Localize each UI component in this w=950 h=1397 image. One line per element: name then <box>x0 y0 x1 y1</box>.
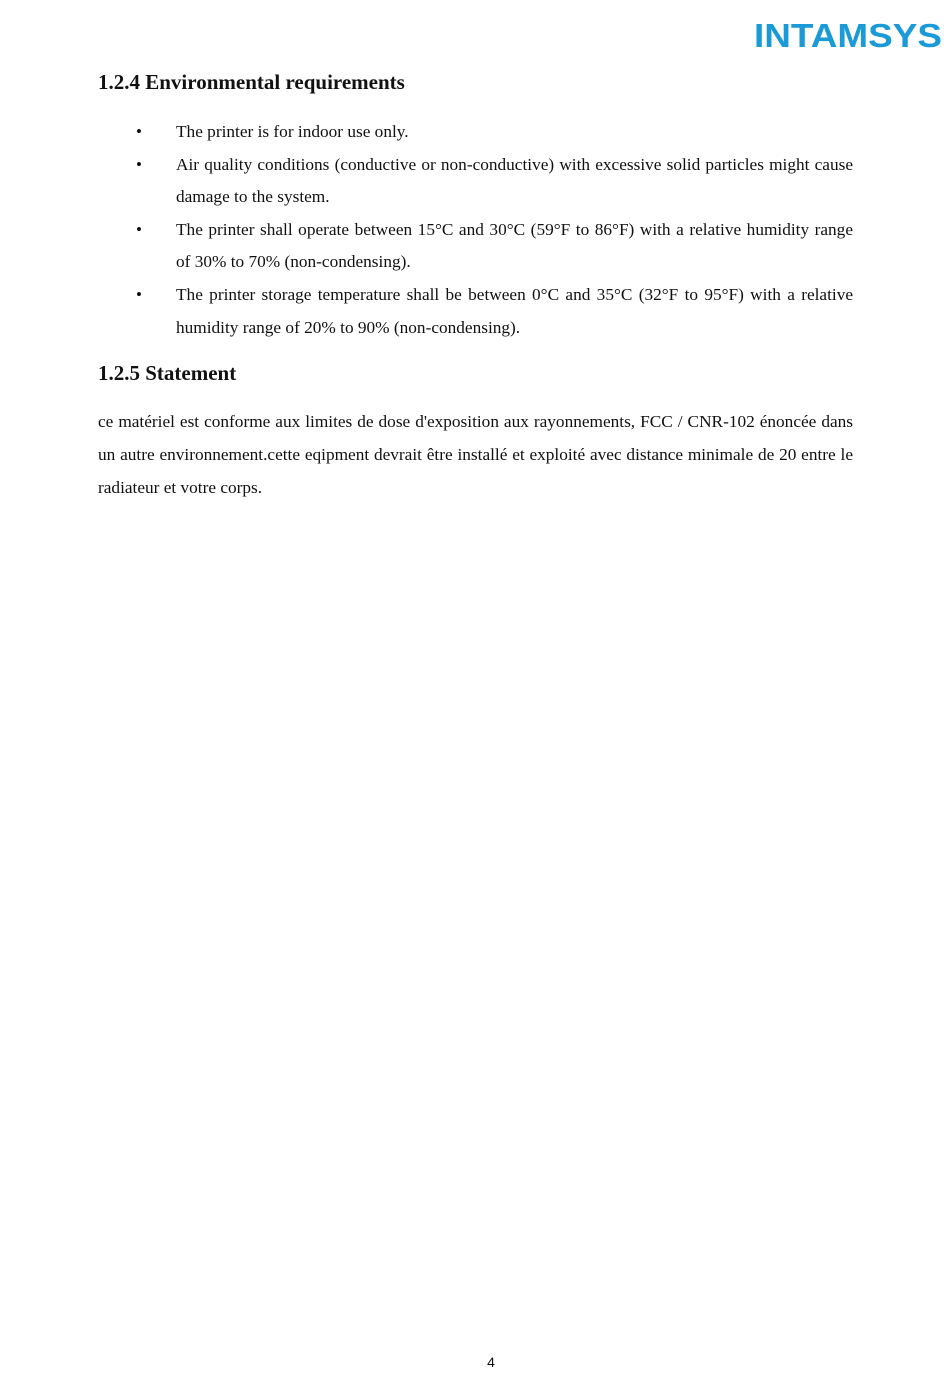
logo-text: INTAMSYS <box>754 18 942 52</box>
bullet-icon: • <box>136 284 142 304</box>
section-heading-statement: 1.2.5 Statement <box>98 361 237 386</box>
bullet-icon: • <box>136 154 142 174</box>
list-item-text: The printer is for indoor use only. <box>176 122 409 141</box>
bullet-icon: • <box>136 122 142 141</box>
section-heading-environmental: 1.2.4 Environmental requirements <box>98 70 405 94</box>
document-body <box>98 66 853 504</box>
intamsys-logo <box>754 18 944 52</box>
list-item-text: The printer storage temperature shall be between 0°C and 35°C (32°F to 95°F) with a relative humidity range of 20% to 90% (non-condensing). <box>176 284 853 337</box>
list-item <box>98 116 853 149</box>
page-number: 4 <box>487 1354 495 1370</box>
list-item-text: The printer shall operate between 15°C and 30°C (59°F to 86°F) with a relative humidity range of 30% to 70% (non-condensing). <box>176 219 853 272</box>
list-item <box>98 214 853 279</box>
intamsys-logo-image <box>754 18 944 52</box>
bullet-icon: • <box>136 219 142 239</box>
statement-paragraph: ce matériel est conforme aux limites de dose d'exposition aux rayonnements, FCC / CNR-102 énoncée dans un autre environnement.cette eqipment devrait être installé et exploité avec distance minimale de 20 entre le radiateur et votre corps. <box>98 412 853 498</box>
list-item-text: Air quality conditions (conductive or non-conductive) with excessive solid particles might cause damage to the system. <box>176 154 853 207</box>
list-item <box>98 149 853 214</box>
list-item <box>98 279 853 344</box>
environmental-requirements-list <box>98 116 853 344</box>
